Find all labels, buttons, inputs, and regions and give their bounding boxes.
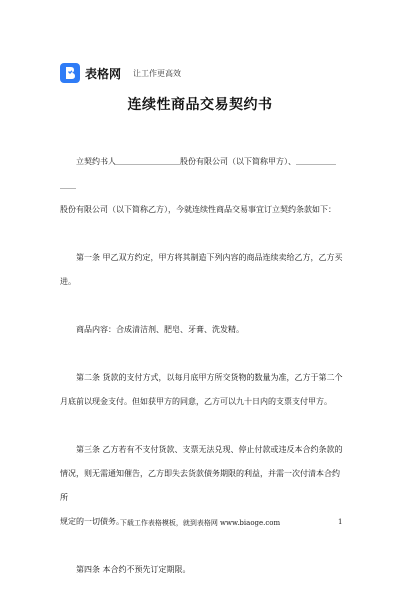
paragraph-line: 规定的一切债务。 [60, 517, 124, 526]
paragraph-line: 进。 [60, 277, 76, 286]
paragraph-line: 第二条 货款的支付方式，以每月底甲方所交货物的数量为准，乙方于第二个 [76, 373, 343, 382]
paragraph-line: 商品内容：合成清洁剂、肥皂、牙膏、洗发精。 [76, 325, 244, 334]
brand-name: 表格网 [85, 66, 122, 81]
paragraph-line: 情况，则无需通知催告，乙方即失去货款债务期限的利益，并需一次付清本合约所 [60, 469, 340, 502]
document-title: 连续性商品交易契约书 [127, 97, 273, 113]
brand-header [60, 62, 181, 84]
paragraph-line: 第三条 乙方若有不支付货款、支票无法兑现、停止付款或违反本合约条款的 [76, 445, 343, 454]
biaoge-logo-icon [60, 63, 80, 83]
paragraph-line: 立契约书人＿＿＿＿＿＿＿＿股份有限公司（以下简称甲方）、＿＿＿＿＿＿＿ [60, 157, 336, 190]
paragraph-line: 第一条 甲乙双方约定，甲方将其制造下列内容的商品连续卖给乙方，乙方买 [76, 253, 343, 262]
paragraph-line: 第四条 本合约不预先订定期限。 [76, 565, 191, 574]
page-number: 1 [338, 518, 343, 526]
paragraph-line: 股份有限公司（以下简称乙方），今就连续性商品交易事宜订立契约条款如下： [60, 205, 336, 214]
paragraph-line: 月底前以现金支付。但如获甲方的同意，乙方可以九十日内的支票支付甲方。 [60, 397, 332, 406]
brand-slogan: 让工作更高效 [133, 68, 182, 78]
footer-text: 下载工作表格模板，就到表格网 www.biaoge.com [119, 519, 281, 527]
